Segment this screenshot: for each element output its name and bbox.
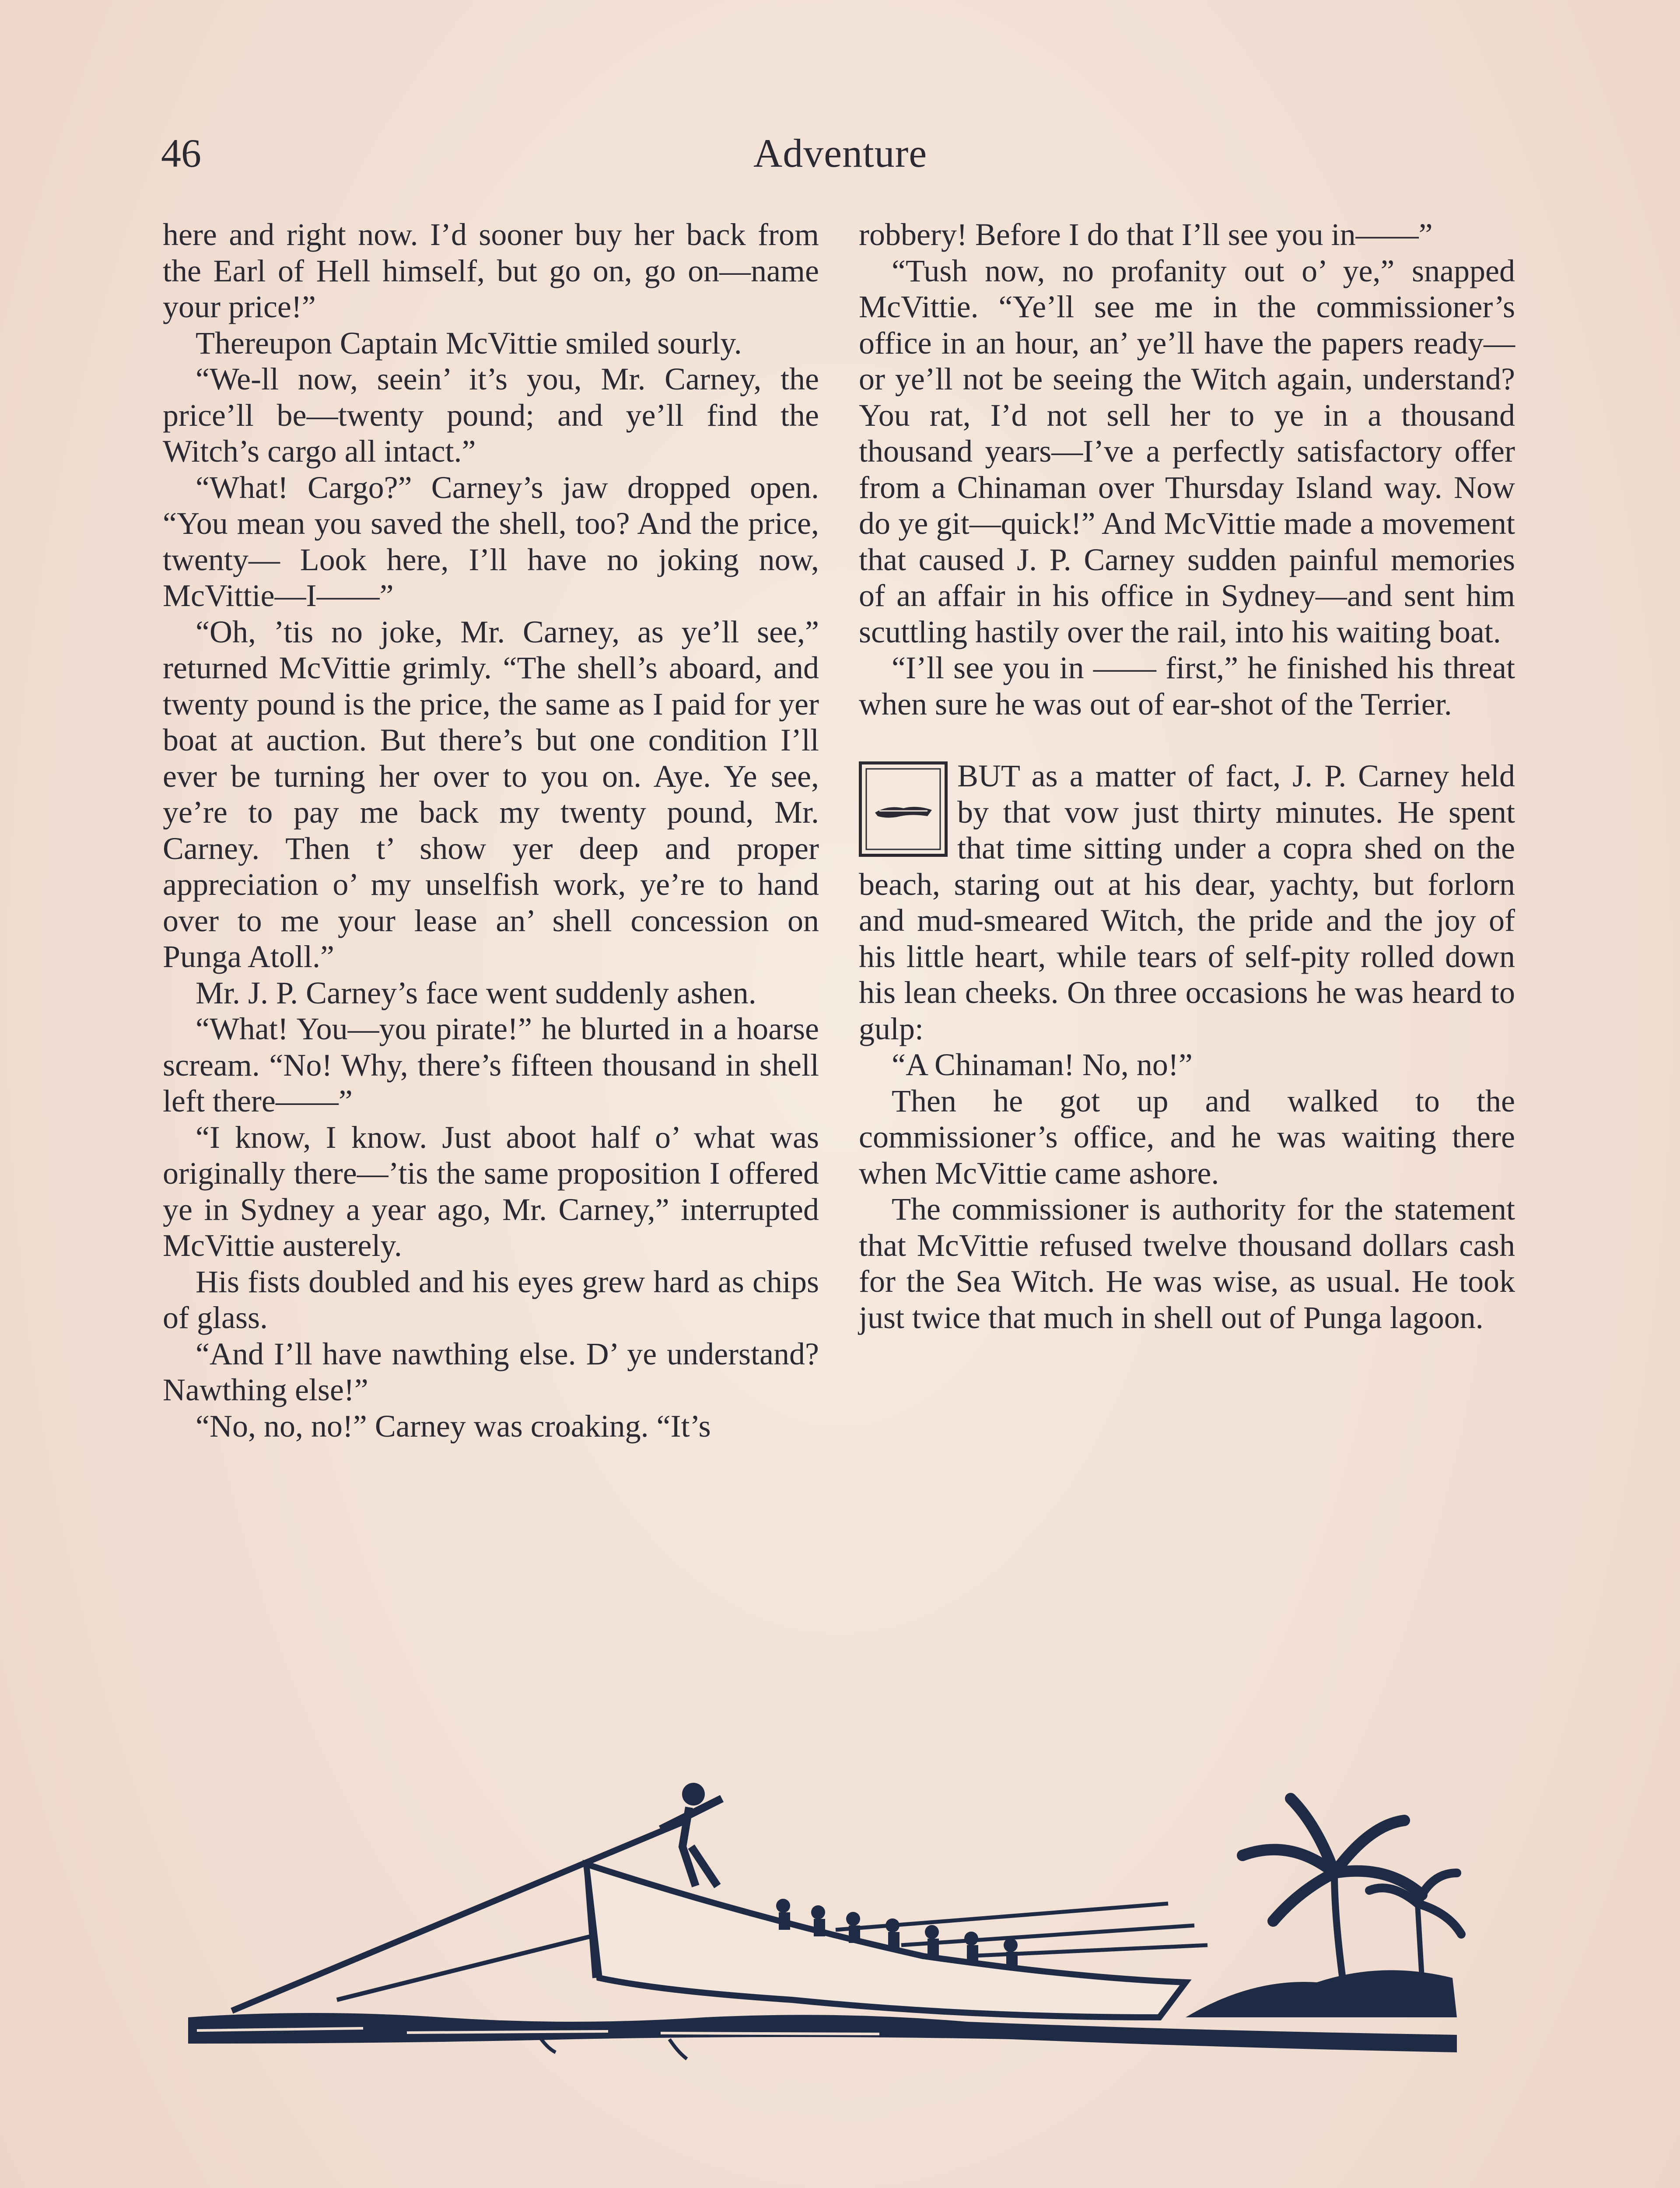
left-column bbox=[163, 217, 819, 1444]
paragraph: BUT as a matter of fact, J. P. Carney held by that vow just thirty minutes. He spent that time sitting under a copra shed on the beach, staring out at his dear, yachty, but forlorn and mud-smeared Witch, the pride and the joy of his little heart, while tears of self-pity rolled down his lean cheeks. On three occasions he was heard to gulp: bbox=[859, 758, 1515, 1046]
running-title: Adventure bbox=[753, 131, 928, 175]
right-column bbox=[859, 217, 1515, 1336]
paragraph: “We-ll now, seein’ it’s you, Mr. Carney, the price’ll be—twenty pound; and ye’ll find the Witch’s cargo all intact.” bbox=[163, 361, 819, 469]
paragraph: “I know, I know. Just aboot half o’ what was originally there—’tis the same proposition I offered ye in Sydney a year ago, Mr. Carney,” interrupted McVittie austerely. bbox=[163, 1119, 819, 1263]
paragraph: The commissioner is authority for the statement that McVittie refused twelve thousand dollars cash for the Sea Witch. He was wise, as usual. He took just twice that much in shell out of Punga lagoon. bbox=[859, 1192, 1515, 1335]
paragraph: “What! You—you pirate!” he blurted in a hoarse scream. “No! Why, there’s fifteen thousand in shell left there——” bbox=[163, 1011, 819, 1119]
canoe-illustration bbox=[179, 1772, 1474, 2079]
section-ornament-icon bbox=[859, 761, 948, 857]
paragraph: “I’ll see you in —— first,” he finished his threat when sure he was out of ear-shot of the Terrier. bbox=[859, 650, 1515, 722]
paragraph: His fists doubled and his eyes grew hard as chips of glass. bbox=[163, 1264, 819, 1335]
paragraph: “And I’ll have nawthing else. D’ ye understand? Nawthing else!” bbox=[163, 1336, 819, 1407]
page-header bbox=[161, 127, 1519, 179]
paragraph: “What! Cargo?” Carney’s jaw dropped open. “You mean you saved the shell, too? And the price, twenty— Look here, I’ll have no joking now, McVittie—I——” bbox=[163, 470, 819, 613]
paragraph: “A Chinaman! No, no!” bbox=[892, 1047, 1193, 1082]
paragraph: “Oh, ’tis no joke, Mr. Carney, as ye’ll see,” returned McVittie grimly. “The shell’s aboard, and twenty pound is the price, the same as I paid for yer boat at auction. But there’s but one condition I’ll ever be turning her over to you on. Aye. Ye see, ye’re to pay me back my twenty pound, Mr. Carney. Then t’ show yer deep and proper appreciation o’ my unselfish work, ye’re to hand over to me your lease an’ shell concession on Punga Atoll.” bbox=[163, 614, 819, 974]
paragraph: Then he got up and walked to the commissioner’s office, and he was waiting there when McVittie came ashore. bbox=[859, 1083, 1515, 1191]
section-break bbox=[859, 722, 1515, 758]
paragraph: Mr. J. P. Carney’s face went suddenly ashen. bbox=[196, 975, 756, 1010]
paragraph: “Tush now, no profanity out o’ ye,” snapped McVittie. “Ye’ll see me in the commissioner’s office in an hour, an’ ye’ll have the papers ready—or ye’ll not be seeing the Witch again, understand? You rat, I’d not sell her to ye in a thousand thousand years—I’ve a perfectly satisfactory offer from a Chinaman over Thursday Island way. Now do ye git—quick!” And McVittie made a movement that caused J. P. Carney sudden painful memories of an affair in his office in Sydney—and sent him scuttling hastily over the rail, into his waiting boat. bbox=[859, 253, 1515, 649]
page-number: 46 bbox=[161, 131, 201, 175]
paragraph: robbery! Before I do that I’ll see you in——” bbox=[859, 217, 1433, 252]
paragraph: here and right now. I’d sooner buy her back from the Earl of Hell himself, but go on, go on—name your price!” bbox=[163, 217, 819, 324]
paragraph: “No, no, no!” Carney was croaking. “It’s bbox=[196, 1408, 711, 1444]
paragraph: Thereupon Captain McVittie smiled sourly. bbox=[196, 325, 742, 361]
